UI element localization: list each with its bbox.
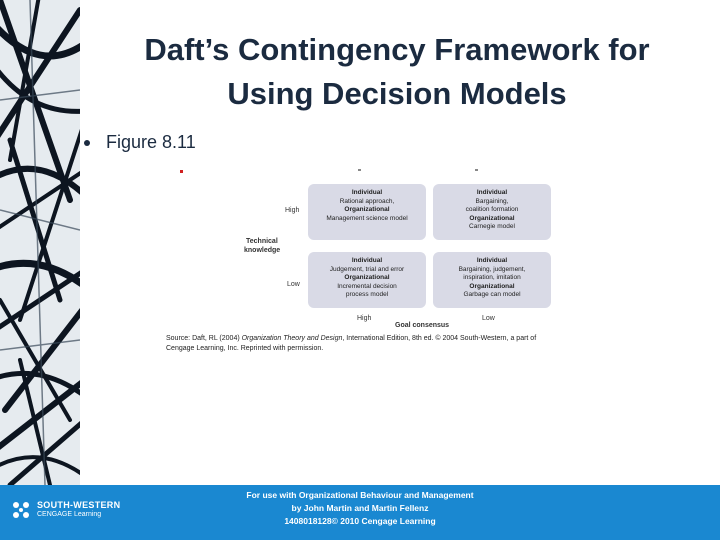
cell-text: Incremental decision bbox=[337, 282, 397, 290]
logo-line-2: CENGAGE Learning bbox=[37, 511, 102, 518]
footer-bar bbox=[0, 485, 720, 540]
footer-line-1: For use with Organizational Behaviour and Management bbox=[246, 490, 474, 500]
cell-heading: Organizational bbox=[344, 206, 390, 214]
cell-text: Bargaining, judgement, bbox=[458, 265, 526, 273]
quadrant-low-high bbox=[308, 252, 426, 308]
quadrant-high-high bbox=[308, 184, 426, 240]
cell-heading: Individual bbox=[476, 257, 508, 264]
cell-heading: Organizational bbox=[469, 282, 515, 290]
source-title: Organization Theory and Design bbox=[241, 335, 343, 342]
bullet-item bbox=[84, 132, 196, 153]
y-axis-low-label: Low bbox=[287, 281, 300, 288]
cengage-logo-icon bbox=[10, 499, 32, 521]
footer-line-2: by John Martin and Martin Fellenz bbox=[291, 503, 429, 513]
cell-heading: Individual bbox=[351, 257, 383, 264]
bullet-dot-icon bbox=[84, 140, 90, 146]
cell-text: Management science model bbox=[326, 214, 408, 222]
x-axis-label: Goal consensus bbox=[395, 322, 450, 329]
cell-text: Bargaining, bbox=[475, 197, 509, 205]
cell-heading: Individual bbox=[351, 189, 383, 196]
cell-text: Rational approach, bbox=[339, 197, 395, 205]
cell-text: coalition formation bbox=[465, 206, 519, 214]
bullet-text: Figure 8.11 bbox=[106, 132, 196, 152]
x-axis-high-label: High bbox=[357, 315, 372, 322]
cell-text: process model bbox=[345, 291, 389, 299]
south-western-logo bbox=[10, 499, 120, 521]
red-mark bbox=[180, 170, 183, 173]
y-axis-label-line-2: knowledge bbox=[244, 247, 281, 254]
quadrant-low-low bbox=[433, 252, 551, 308]
side-decorative-image bbox=[0, 0, 80, 485]
scan-mark bbox=[358, 169, 361, 171]
logo-line-1: SOUTH-WESTERN bbox=[37, 500, 121, 510]
y-axis-high-label: High bbox=[285, 207, 300, 214]
footer-credits bbox=[200, 489, 520, 528]
scan-mark bbox=[475, 169, 478, 171]
footer-line-3: 1408018128© 2010 Cengage Learning bbox=[284, 516, 436, 526]
title-line-2: Using Decision Models bbox=[227, 76, 567, 111]
cell-text: Carnegie model bbox=[469, 223, 515, 231]
slide-title bbox=[92, 28, 702, 116]
cell-heading: Organizational bbox=[344, 274, 390, 282]
figure-8-11 bbox=[160, 166, 640, 366]
cell-heading: Organizational bbox=[469, 214, 515, 222]
y-axis-label-line-1: Technical bbox=[246, 238, 278, 245]
x-axis-low-label: Low bbox=[482, 315, 495, 322]
cell-text: Judgement, trial and error bbox=[329, 265, 405, 273]
source-line-2: Cengage Learning, Inc. Reprinted with permission. bbox=[166, 345, 324, 352]
cell-heading: Individual bbox=[476, 189, 508, 196]
cell-text: inspiration, imitation bbox=[463, 274, 521, 282]
figure-source-note bbox=[166, 334, 636, 354]
source-suffix: , International Edition, 8th ed. © 2004 South-Western, a part of bbox=[342, 335, 537, 342]
title-line-1: Daft’s Contingency Framework for bbox=[144, 32, 650, 67]
cell-text: Garbage can model bbox=[463, 291, 521, 299]
source-prefix: Source: Daft, RL (2004) bbox=[166, 335, 242, 342]
quadrant-high-low bbox=[433, 184, 551, 240]
lattice-structure-image bbox=[0, 0, 80, 485]
